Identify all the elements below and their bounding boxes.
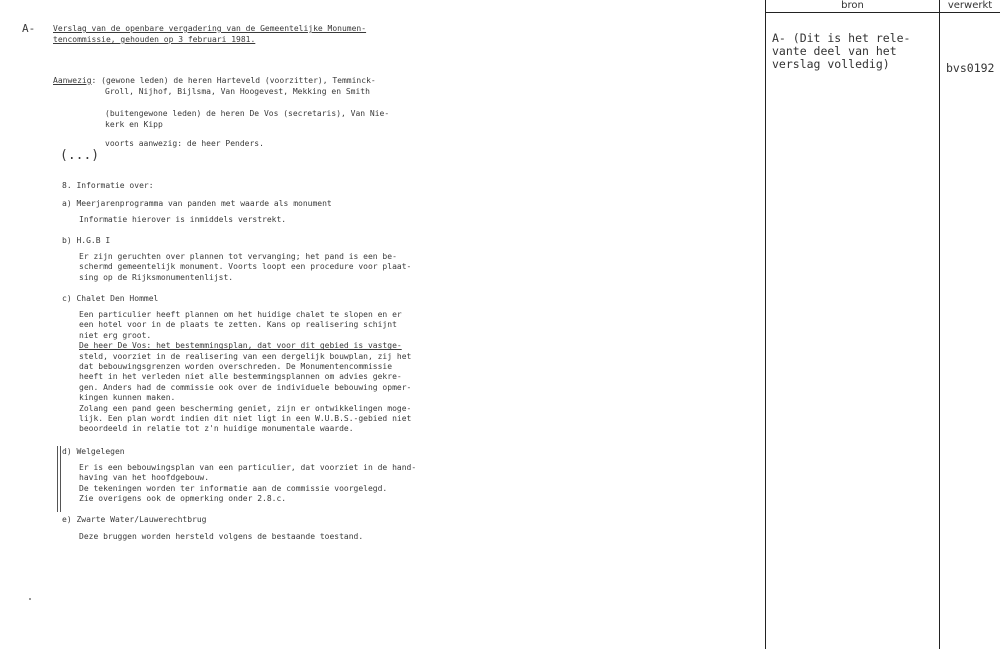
speck <box>29 598 31 600</box>
item-c-line: dat bebouwingsgrenzen worden overschreden. De Monumentencommissie <box>79 362 393 372</box>
verwerkt-code: bvs0192 <box>946 61 995 75</box>
item-c-line: Zolang een pand geen bescherming geniet, zijn er ontwikkelingen moge- <box>79 403 412 413</box>
item-b-line: Er zijn geruchten over plannen tot vervanging; het pand is een be- <box>79 252 397 261</box>
attendance-line-4: kerk en Kipp <box>105 120 163 129</box>
item-c-line: gen. Anders had de commissie ook over de individuele bebouwing opmer- <box>79 382 412 392</box>
document-title-line-2: tencommissie, gehouden op 3 februari 1981. <box>53 35 256 44</box>
margin-bar-left <box>57 446 58 512</box>
column-header-verwerkt: verwerkt <box>947 0 993 11</box>
item-c-line: heeft in het verleden niet alle bestemmingsplannen om advies gekre- <box>79 372 402 382</box>
item-c-line: een hotel voor in de plaats te zetten. Kans op realisering schijnt <box>79 320 397 330</box>
item-c-label: c) Chalet Den Hommel <box>62 294 159 303</box>
item-e-line: Deze bruggen worden hersteld volgens de bestaande toestand. <box>79 532 364 541</box>
bron-note: A- (Dit is het rele- vante deel van het verslag volledig) <box>772 31 911 71</box>
column-header-bron: bron <box>841 0 864 11</box>
item-c-line: lijk. Een plan wordt indien dit niet ligt in een W.U.B.S.-gebied niet <box>79 414 412 424</box>
attendance-line-2: Groll, Nijhof, Bijlsma, Van Hoogevest, Mekking en Smith <box>105 87 370 96</box>
item-e-text <box>79 532 363 542</box>
item-c-text <box>79 310 411 435</box>
attendance-block <box>53 76 376 87</box>
item-a-label: a) Meerjarenprogramma van panden met waarde als monument <box>62 199 332 208</box>
document-title-line-1: Verslag van de openbare vergadering van de Gemeentelijke Monumen- <box>53 24 367 33</box>
item-a-text <box>79 215 286 225</box>
item-c-line: kingen kunnen maken. <box>79 393 176 403</box>
item-b-text <box>79 252 411 283</box>
attendance-line-5: voorts aanwezig: de heer Penders. <box>105 139 264 148</box>
attendance-line-3: (buitengewone leden) de heren De Vos (secretaris), Van Nie- <box>105 109 390 118</box>
item-a-line: Informatie hierover is inmiddels verstrekt. <box>79 215 287 224</box>
item-e-label: e) Zwarte Water/Lauwerechtbrug <box>62 515 207 524</box>
table-header-rule <box>765 12 1000 13</box>
item-c-line: beoordeeld in relatie tot z'n huidige monumentale waarde. <box>79 424 354 434</box>
item-b-line: sing op de Rijksmonumentenlijst. <box>79 272 234 282</box>
item-d-text <box>79 463 416 505</box>
item-d-label: d) Welgelegen <box>62 447 125 456</box>
item-d-line: Er is een bebouwingsplan van een particulier, dat voorziet in de hand- <box>79 463 417 472</box>
section-marker: A- <box>22 22 36 35</box>
item-c-line: Een particulier heeft plannen om het huidige chalet te slopen en er <box>79 310 402 319</box>
section-heading: 8. Informatie over: <box>62 181 154 190</box>
table-left-border <box>765 0 766 649</box>
item-c-speaker-line: De heer De Vos: het bestemmingsplan, dat voor dit gebied is vastge- <box>79 341 402 351</box>
attendance-label: Aanwezig <box>53 76 92 85</box>
item-d-line: De tekeningen worden ter informatie aan de commissie voorgelegd. <box>79 483 388 493</box>
item-c-line: niet erg groot. <box>79 330 152 340</box>
item-b-line: schermd gemeentelijk monument. Voorts loopt een procedure voor plaat- <box>79 262 412 272</box>
item-b-label: b) H.G.B I <box>62 236 111 245</box>
omission-ellipsis: (...) <box>60 148 100 163</box>
margin-bar-right <box>60 446 61 512</box>
item-d-line: having van het hoofdgebouw. <box>79 473 210 483</box>
item-d-line: Zie overigens ook de opmerking onder 2.8.c. <box>79 494 287 504</box>
attendance-line-1: : (gewone leden) de heren Harteveld (voorzitter), Temminck- <box>91 76 376 85</box>
item-c-line: steld, voorziet in de realisering van een dergelijk bouwplan, zij het <box>79 351 412 361</box>
table-column-divider <box>939 0 940 649</box>
